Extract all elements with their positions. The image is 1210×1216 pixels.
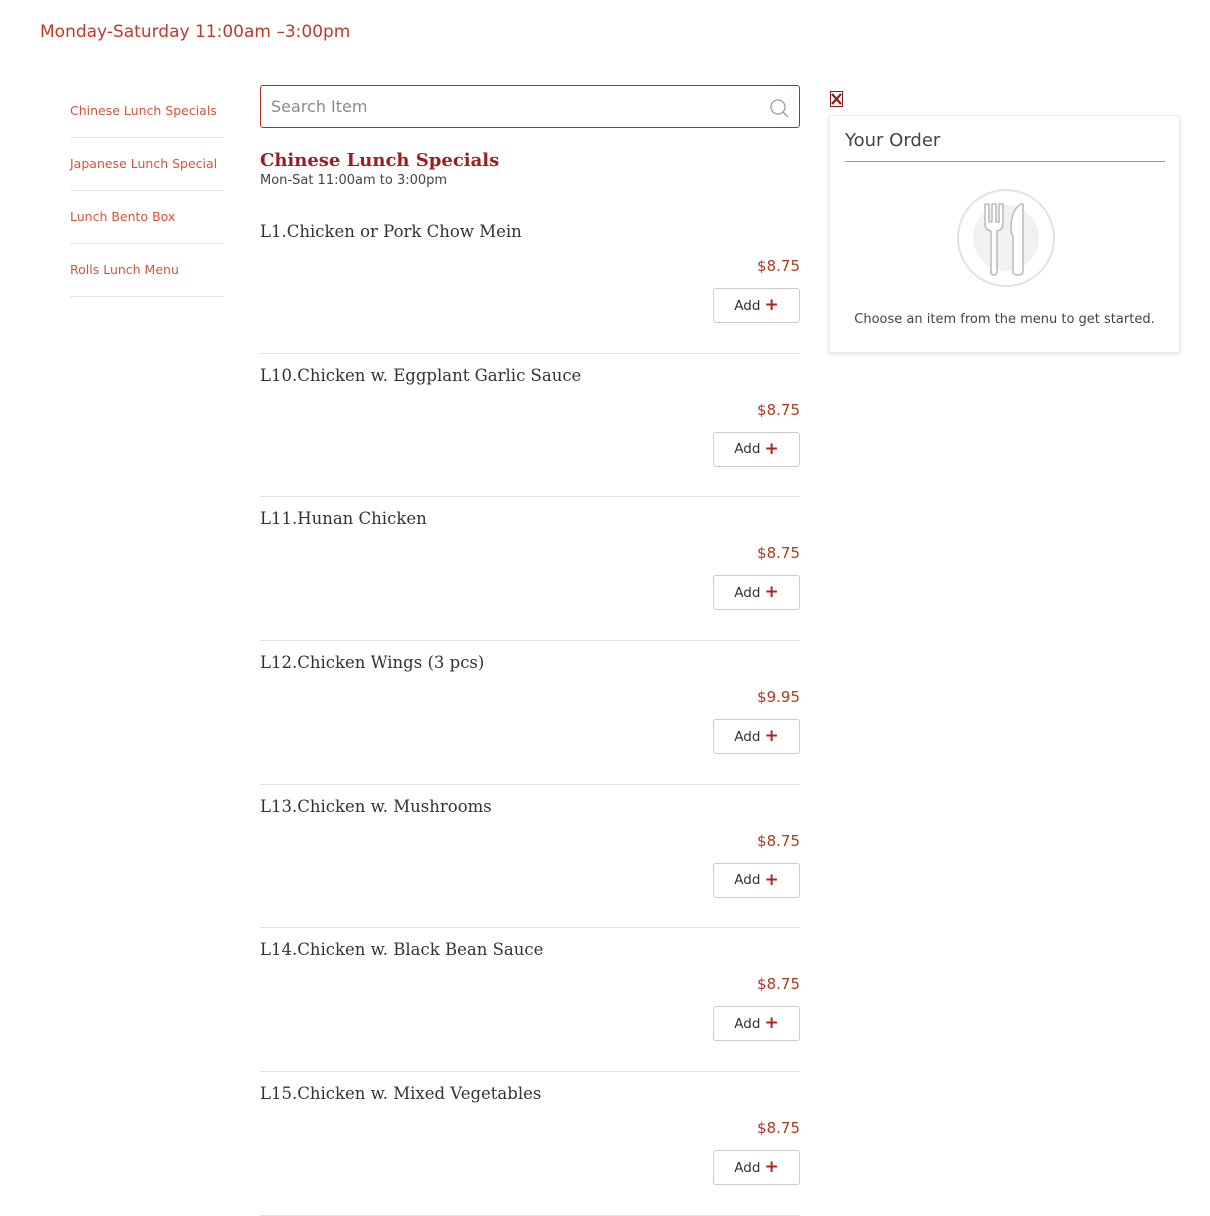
add-item-button[interactable] [713,288,800,323]
menu-main [260,85,800,1216]
menu-item-price: $8.75 [757,257,800,275]
menu-item-name[interactable]: L1.Chicken or Pork Chow Mein [260,222,522,241]
add-item-button[interactable] [713,863,800,898]
sidebar-item-lunch-bento-box[interactable]: Lunch Bento Box [70,191,224,244]
add-button-label: Add [734,1015,761,1032]
category-sidebar [70,85,224,297]
menu-item [260,785,800,929]
add-button-label: Add [734,584,761,601]
menu-item [260,928,800,1072]
add-item-button[interactable] [713,432,800,467]
add-button-label: Add [734,872,761,889]
order-title: Your Order [845,130,1165,162]
menu-item-price: $8.75 [757,975,800,994]
menu-item-price: $8.75 [757,400,800,419]
menu-item-price: $8.75 [757,831,800,850]
menu-item-name[interactable]: L11.Hunan Chicken [260,509,427,529]
sidebar-item-rolls-lunch-menu[interactable]: Rolls Lunch Menu [70,244,224,297]
menu-item [260,354,800,498]
order-panel [829,115,1180,353]
add-button-label: Add [734,441,761,458]
plus-icon: + [764,582,779,603]
order-empty-message: Choose an item from the menu to get started. [854,312,1155,327]
broken-image-icon [830,91,843,107]
plus-icon: + [764,726,779,747]
sidebar-item-japanese-lunch-special[interactable]: Japanese Lunch Special [70,138,224,191]
menu-item-name[interactable]: L13.Chicken w. Mushrooms [260,796,492,816]
plus-icon: + [764,295,779,315]
add-button-label: Add [734,728,761,745]
fork-knife-plate-icon [956,188,1056,288]
category-title: Chinese Lunch Specials [260,150,500,171]
plus-icon: + [764,869,779,890]
plus-icon: + [764,1157,779,1178]
menu-item-name[interactable]: L10.Chicken w. Eggplant Garlic Sauce [260,365,582,385]
menu-item [260,641,800,785]
business-hours: Monday-Saturday 11:00am –3:00pm [40,22,351,42]
menu-item-name[interactable]: L15.Chicken w. Mixed Vegetables [260,1084,542,1104]
menu-item [260,210,800,354]
menu-item-price: $8.75 [757,1119,800,1138]
plus-icon: + [764,438,779,459]
search-input[interactable] [261,86,799,127]
menu-item-price: $8.75 [757,544,800,563]
search-icon[interactable] [769,98,789,118]
menu-item-list [260,210,800,1216]
add-button-label: Add [734,1159,761,1176]
menu-item-price: $9.95 [757,688,800,707]
add-item-button[interactable] [713,719,800,754]
add-item-button[interactable] [713,1150,800,1185]
menu-item-name[interactable]: L14.Chicken w. Black Bean Sauce [260,940,544,960]
sidebar-item-chinese-lunch-specials[interactable]: Chinese Lunch Specials [70,85,224,138]
menu-item [260,497,800,641]
menu-item [260,1072,800,1216]
add-button-label: Add [734,297,761,314]
menu-item-name[interactable]: L12.Chicken Wings (3 pcs) [260,653,485,673]
add-item-button[interactable] [713,575,800,610]
plus-icon: + [764,1013,779,1034]
search-box [260,85,800,128]
category-subtitle: Mon-Sat 11:00am to 3:00pm [260,173,448,188]
add-item-button[interactable] [713,1006,800,1041]
